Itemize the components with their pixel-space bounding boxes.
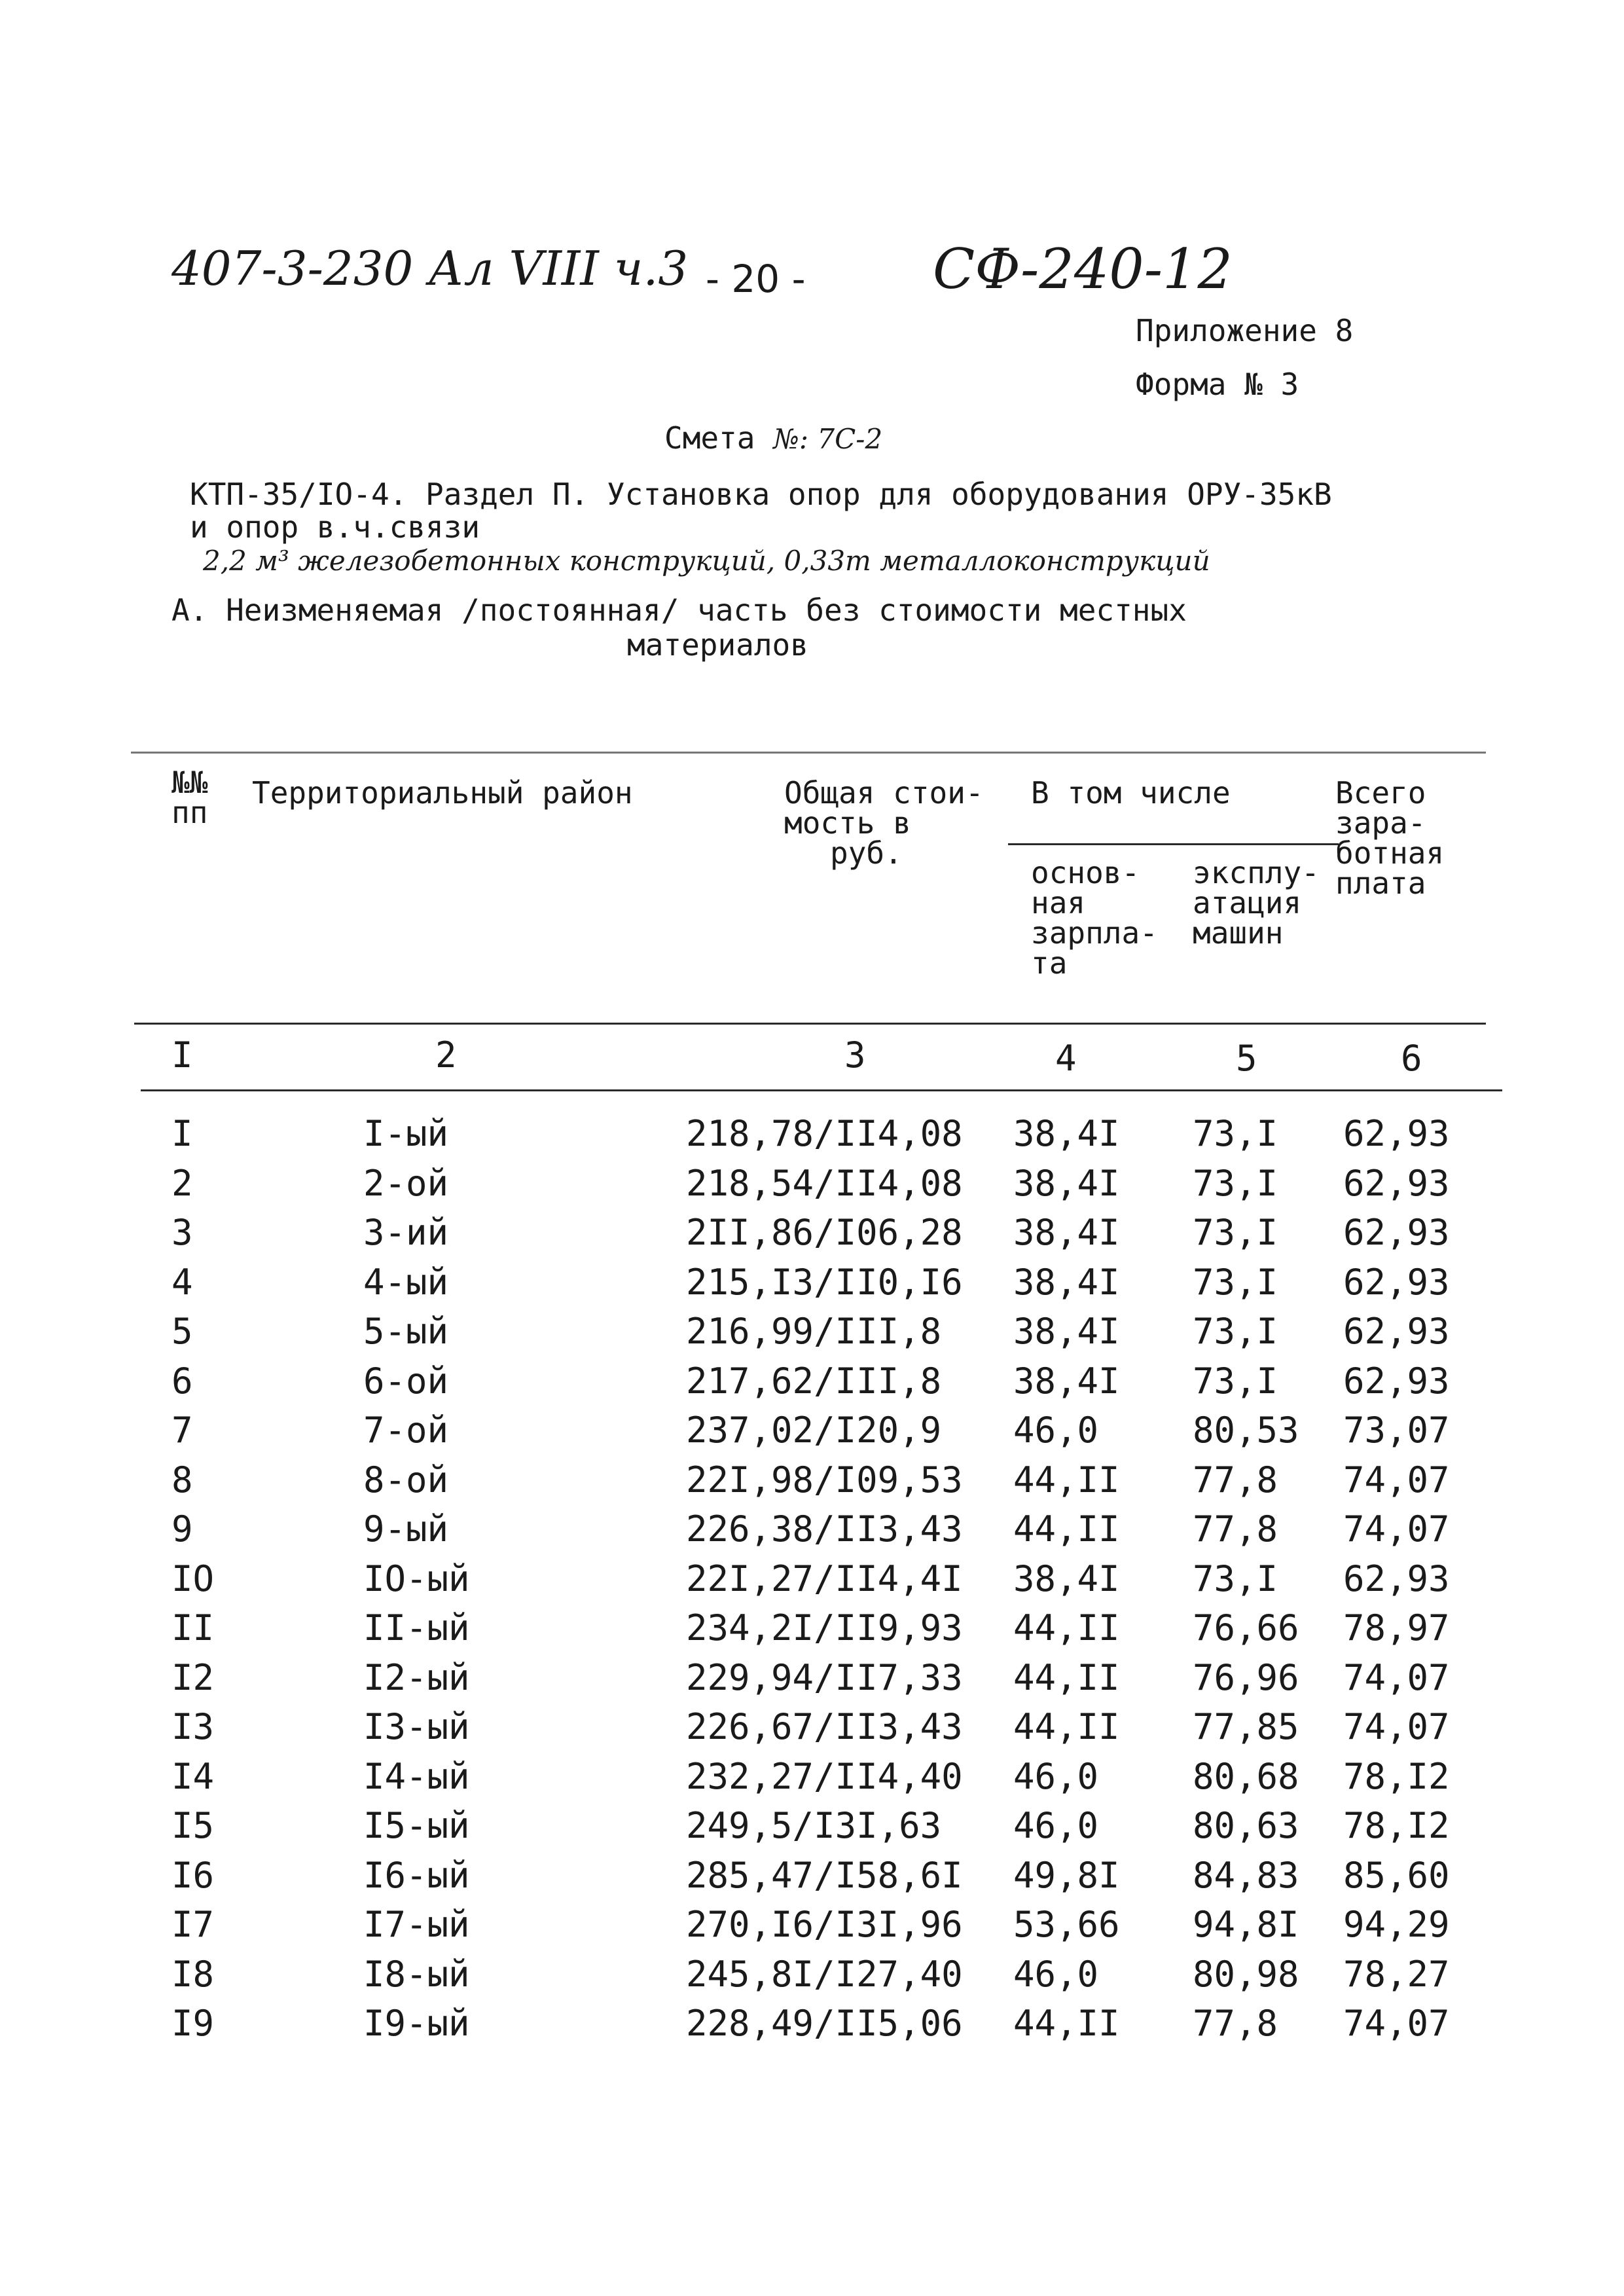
header-mach-l2: атация: [1193, 885, 1302, 920]
row-total-wage: 74,07: [1343, 1508, 1450, 1550]
row-total-wage: 62,93: [1343, 1113, 1450, 1154]
row-total-wage: 62,93: [1343, 1311, 1450, 1352]
row-region: 9-ый: [363, 1508, 449, 1550]
header-incl-rule: [1008, 843, 1339, 845]
row-total: 218,78/II4,08: [686, 1113, 963, 1154]
row-region: I8-ый: [363, 1954, 470, 1995]
row-region: I7-ый: [363, 1904, 470, 1945]
row-total: 237,02/I20,9: [686, 1410, 942, 1451]
header-num-l1: №№: [171, 765, 208, 800]
row-base-wage: 44,II: [1013, 1459, 1120, 1501]
col-number-2: 2: [435, 1034, 457, 1076]
row-region: I5-ый: [363, 1805, 470, 1846]
row-machines: 77,8: [1193, 1459, 1278, 1501]
estimate-title-prefix: Смета: [664, 420, 755, 456]
row-base-wage: 38,4I: [1013, 1212, 1120, 1253]
header-base-l1: основ-: [1031, 855, 1140, 890]
row-total: 245,8I/I27,40: [686, 1954, 963, 1995]
row-total: 232,27/II4,40: [686, 1756, 963, 1797]
row-region: I-ый: [363, 1113, 449, 1154]
row-region: I3-ый: [363, 1706, 470, 1747]
row-machines: 73,I: [1193, 1113, 1278, 1154]
row-base-wage: 46,0: [1013, 1756, 1099, 1797]
header-incl: В том числе: [1031, 775, 1231, 811]
row-machines: 94,8I: [1193, 1904, 1299, 1945]
row-base-wage: 38,4I: [1013, 1558, 1120, 1599]
header-bottom-rule: [134, 1023, 1486, 1025]
row-num: I2: [171, 1657, 215, 1698]
row-region: I4-ый: [363, 1756, 470, 1797]
row-region: 2-ой: [363, 1163, 449, 1204]
page-number: - 20 -: [706, 257, 806, 301]
row-total-wage: 62,93: [1343, 1262, 1450, 1303]
row-base-wage: 46,0: [1013, 1410, 1099, 1451]
row-total-wage: 62,93: [1343, 1558, 1450, 1599]
row-machines: 80,98: [1193, 1954, 1299, 1995]
row-base-wage: 38,4I: [1013, 1360, 1120, 1402]
row-num: I6: [171, 1855, 215, 1896]
header-base: [1031, 855, 1158, 981]
header-base-l3: зарпла-: [1031, 915, 1158, 951]
row-num: I7: [171, 1904, 215, 1945]
row-machines: 73,I: [1193, 1360, 1278, 1402]
header-machines: [1193, 855, 1320, 951]
row-total: 2II,86/I06,28: [686, 1212, 963, 1253]
row-total: 226,38/II3,43: [686, 1508, 963, 1550]
form-number: Форма № 3: [1136, 367, 1299, 402]
row-base-wage: 44,II: [1013, 1607, 1120, 1649]
header-wage-l1: Всего: [1335, 775, 1426, 811]
row-total: 226,67/II3,43: [686, 1706, 963, 1747]
row-region: IO-ый: [363, 1558, 470, 1599]
row-num: II: [171, 1607, 215, 1649]
row-total-wage: 74,07: [1343, 1706, 1450, 1747]
row-region: 4-ый: [363, 1262, 449, 1303]
row-num: 6: [171, 1360, 193, 1402]
header-base-l4: та: [1031, 945, 1068, 981]
row-total-wage: 74,07: [1343, 2003, 1450, 2044]
estimate-part-line1: А. Неизменяемая /постоянная/ часть без стоимости местных: [171, 592, 1187, 628]
header-total-l3: руб.: [830, 835, 903, 871]
row-total-wage: 62,93: [1343, 1360, 1450, 1402]
estimate-volumes: 2,2 м³ железобетонных конструкций, 0,33т металлоконструкций: [203, 545, 1210, 577]
row-machines: 77,8: [1193, 1508, 1278, 1550]
row-region: 8-ой: [363, 1459, 449, 1501]
row-total-wage: 62,93: [1343, 1163, 1450, 1204]
row-base-wage: 46,0: [1013, 1954, 1099, 1995]
row-base-wage: 44,II: [1013, 2003, 1120, 2044]
row-machines: 76,96: [1193, 1657, 1299, 1698]
row-num: I5: [171, 1805, 215, 1846]
row-region: I6-ый: [363, 1855, 470, 1896]
appendix-label: Приложение 8: [1136, 313, 1354, 348]
row-region: 7-ой: [363, 1410, 449, 1451]
estimate-title: [664, 420, 882, 456]
row-total-wage: 78,I2: [1343, 1805, 1450, 1846]
table-top-rule: [131, 752, 1486, 754]
header-wage-l4: плата: [1335, 866, 1426, 901]
row-num: IO: [171, 1558, 215, 1599]
row-region: I9-ый: [363, 2003, 470, 2044]
row-machines: 73,I: [1193, 1262, 1278, 1303]
estimate-part-line2: материалов: [627, 627, 808, 663]
row-machines: 73,I: [1193, 1311, 1278, 1352]
header-total-l1: Общая стои-: [784, 775, 984, 811]
row-machines: 80,63: [1193, 1805, 1299, 1846]
row-base-wage: 53,66: [1013, 1904, 1120, 1945]
row-region: 6-ой: [363, 1360, 449, 1402]
row-machines: 80,53: [1193, 1410, 1299, 1451]
document-code: 407-3-230 Ал VIII ч.3: [171, 241, 689, 296]
row-total: 215,I3/II0,I6: [686, 1262, 963, 1303]
col-number-6: 6: [1401, 1038, 1422, 1079]
header-wage-l2: зара-: [1335, 805, 1426, 841]
row-total: 234,2I/II9,93: [686, 1607, 963, 1649]
header-mach-l3: машин: [1193, 915, 1284, 951]
row-num: 3: [171, 1212, 193, 1253]
header-num: [171, 767, 208, 828]
row-total-wage: 73,07: [1343, 1410, 1450, 1451]
row-total: 217,62/III,8: [686, 1360, 942, 1402]
estimate-subject-line2: и опор в.ч.связи: [190, 509, 480, 545]
header-total-l2: мость в: [784, 805, 911, 841]
row-total: 249,5/I3I,63: [686, 1805, 942, 1846]
row-region: II-ый: [363, 1607, 470, 1649]
row-base-wage: 38,4I: [1013, 1163, 1120, 1204]
row-base-wage: 38,4I: [1013, 1113, 1120, 1154]
row-total: 218,54/II4,08: [686, 1163, 963, 1204]
row-machines: 73,I: [1193, 1558, 1278, 1599]
row-num: 9: [171, 1508, 193, 1550]
row-region: 5-ый: [363, 1311, 449, 1352]
row-base-wage: 38,4I: [1013, 1311, 1120, 1352]
row-total: 285,47/I58,6I: [686, 1855, 963, 1896]
col-number-5: 5: [1236, 1038, 1257, 1079]
row-machines: 77,85: [1193, 1706, 1299, 1747]
header-wage: [1335, 775, 1445, 901]
header-base-l2: ная: [1031, 885, 1086, 920]
row-total: 22I,27/II4,4I: [686, 1558, 963, 1599]
row-total-wage: 78,27: [1343, 1954, 1450, 1995]
header-mach-l1: эксплу-: [1193, 855, 1320, 890]
row-num: I: [171, 1113, 193, 1154]
row-total-wage: 74,07: [1343, 1657, 1450, 1698]
row-num: I4: [171, 1756, 215, 1797]
row-base-wage: 44,II: [1013, 1657, 1120, 1698]
row-num: I8: [171, 1954, 215, 1995]
row-num: I9: [171, 2003, 215, 2044]
row-num: I3: [171, 1706, 215, 1747]
row-machines: 73,I: [1193, 1163, 1278, 1204]
col-number-3: 3: [844, 1034, 866, 1076]
row-base-wage: 38,4I: [1013, 1262, 1120, 1303]
row-base-wage: 46,0: [1013, 1805, 1099, 1846]
row-num: 7: [171, 1410, 193, 1451]
row-num: 8: [171, 1459, 193, 1501]
row-total-wage: 62,93: [1343, 1212, 1450, 1253]
row-region: I2-ый: [363, 1657, 470, 1698]
column-numbers-rule: [141, 1089, 1502, 1091]
row-total-wage: 94,29: [1343, 1904, 1450, 1945]
row-total-wage: 78,I2: [1343, 1756, 1450, 1797]
row-total-wage: 85,60: [1343, 1855, 1450, 1896]
row-num: 5: [171, 1311, 193, 1352]
row-base-wage: 44,II: [1013, 1508, 1120, 1550]
estimate-subject-line1: КТП-35/IO-4. Раздел П. Установка опор для оборудования ОРУ-35кВ: [190, 477, 1332, 512]
row-total: 216,99/III,8: [686, 1311, 942, 1352]
header-total: [784, 775, 984, 871]
row-machines: 76,66: [1193, 1607, 1299, 1649]
col-number-4: 4: [1055, 1038, 1077, 1079]
row-num: 4: [171, 1262, 193, 1303]
row-total-wage: 78,97: [1343, 1607, 1450, 1649]
row-region: 3-ий: [363, 1212, 449, 1253]
row-machines: 80,68: [1193, 1756, 1299, 1797]
row-base-wage: 49,8I: [1013, 1855, 1120, 1896]
row-num: 2: [171, 1163, 193, 1204]
estimate-number: №: 7С-2: [773, 423, 883, 455]
row-total: 229,94/II7,33: [686, 1657, 963, 1698]
row-total-wage: 74,07: [1343, 1459, 1450, 1501]
row-base-wage: 44,II: [1013, 1706, 1120, 1747]
row-total: 22I,98/I09,53: [686, 1459, 963, 1501]
series-code: СФ-240-12: [933, 237, 1233, 301]
row-machines: 73,I: [1193, 1212, 1278, 1253]
row-machines: 84,83: [1193, 1855, 1299, 1896]
header-wage-l3: ботная: [1335, 835, 1445, 871]
row-machines: 77,8: [1193, 2003, 1278, 2044]
row-total: 270,I6/I3I,96: [686, 1904, 963, 1945]
row-total: 228,49/II5,06: [686, 2003, 963, 2044]
col-number-1: I: [171, 1034, 193, 1076]
header-num-l2: пп: [171, 795, 208, 830]
header-region: Территориальный район: [252, 775, 633, 811]
